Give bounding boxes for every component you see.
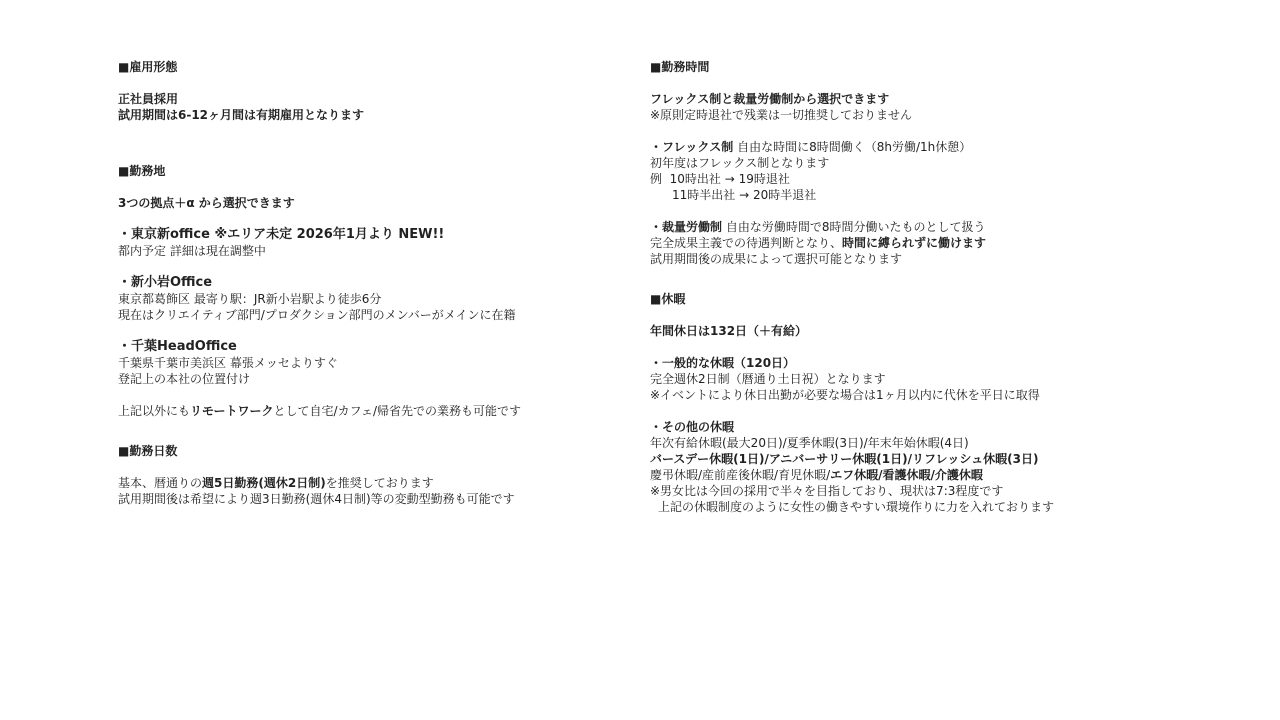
remote-line xyxy=(118,403,618,419)
holidays-annual xyxy=(650,323,1210,339)
tokyo-heading: ・東京新office ※エリア未定 2026年1月より NEW!! xyxy=(118,227,445,242)
remote-pre: 上記以外にも xyxy=(118,404,191,418)
hours-intro xyxy=(650,91,1210,123)
discretion-line-1-bold: 時間に縛られずに働けます xyxy=(842,236,987,250)
location-koiwa xyxy=(118,275,618,323)
holidays-annual-text: 年間休日は132日（＋有給） xyxy=(650,324,808,338)
hours-intro-bold: フレックス制と裁量労働制から選択できます xyxy=(650,92,890,106)
general-holiday-line-2: ※イベントにより休日出勤が必要な場合は1ヶ月以内に代休を平日に取得 xyxy=(650,388,1040,402)
hours-intro-note: ※原則定時退社で残業は一切推奨しておりません xyxy=(650,108,913,122)
flex-heading xyxy=(650,139,1210,155)
location-title: ■勤務地 xyxy=(118,164,166,178)
location-remote xyxy=(118,403,618,419)
discretion-heading xyxy=(650,219,1210,235)
chiba-detail-1: 千葉県千葉市美浜区 幕張メッセよりすぐ xyxy=(118,356,338,370)
discretion-heading-rest: 自由な労働時間で8時間分働いたものとして扱う xyxy=(722,220,986,234)
employment-section xyxy=(118,59,618,123)
general-holiday-block xyxy=(650,355,1210,403)
other-holiday-line-4: ※男女比は今回の採用で半々を目指しており、現状は7:3程度です xyxy=(650,484,1004,498)
koiwa-heading: ・新小岩Office xyxy=(118,275,213,290)
days-section xyxy=(118,443,618,507)
days-line-2: 試用期間後は希望により週3日勤務(週休4日制)等の変動型勤務も可能です xyxy=(118,492,515,506)
right-column xyxy=(650,59,1210,531)
remote-bold: リモートワーク xyxy=(190,404,274,418)
location-chiba xyxy=(118,339,618,387)
flex-block xyxy=(650,139,1210,203)
discretion-block xyxy=(650,219,1210,267)
employment-line-1: 正社員採用 xyxy=(118,92,179,106)
employment-title: ■雇用形態 xyxy=(118,60,178,74)
discretion-line-2: 試用期間後の成果によって選択可能となります xyxy=(650,252,903,266)
employment-body xyxy=(118,91,618,123)
holidays-section xyxy=(650,291,1210,515)
general-holiday-line-1: 完全週休2日制（暦通り土日祝）となります xyxy=(650,372,886,386)
location-tokyo xyxy=(118,227,618,259)
days-line-1-bold: 週5日勤務(週休2日制) xyxy=(202,476,326,490)
flex-line-1: 初年度はフレックス制となります xyxy=(650,156,830,170)
days-line-1-pre: 基本、暦通りの xyxy=(118,476,203,490)
hours-title: ■勤務時間 xyxy=(650,60,710,74)
holidays-title: ■休暇 xyxy=(650,292,686,306)
left-column xyxy=(118,59,618,523)
chiba-detail-2: 登記上の本社の位置付け xyxy=(118,372,251,386)
location-intro-text: 3つの拠点＋α から選択できます xyxy=(118,196,295,210)
flex-line-3: 11時半出社 → 20時半退社 xyxy=(672,188,817,202)
other-holiday-line-3 xyxy=(650,467,1210,483)
general-holiday-heading: ・一般的な休暇（120日） xyxy=(650,356,796,370)
employment-line-2: 試用期間は6-12ヶ月間は有期雇用となります xyxy=(118,108,365,122)
other-holiday-block xyxy=(650,419,1210,515)
koiwa-detail-2: 現在はクリエイティブ部門/プロダクション部門のメンバーがメインに在籍 xyxy=(118,308,516,322)
flex-heading-rest: 自由な時間に8時間働く（8h労働/1h休憩） xyxy=(733,140,972,154)
other-holiday-line-1: 年次有給休暇(最大20日)/夏季休暇(3日)/年末年始休暇(4日) xyxy=(650,436,969,450)
location-intro xyxy=(118,195,618,211)
discretion-line-1 xyxy=(650,235,1210,251)
other-holiday-line-5: 上記の休暇制度のように女性の働きやすい環境作りに力を入れております xyxy=(658,500,1055,514)
other-holiday-line-3-pre: 慶弔休暇/産前産後休暇/育児休暇/ xyxy=(650,468,831,482)
hours-section xyxy=(650,59,1210,267)
flex-heading-bold: ・フレックス制 xyxy=(650,140,734,154)
location-section xyxy=(118,163,618,419)
other-holiday-heading: ・その他の休暇 xyxy=(650,420,735,434)
days-line-1-post: を推奨しております xyxy=(325,476,434,490)
days-title: ■勤務日数 xyxy=(118,444,178,458)
discretion-line-1-pre: 完全成果主義での待遇判断となり、 xyxy=(650,236,843,250)
other-holiday-line-2: バースデー休暇(1日)/アニバーサリー休暇(1日)/リフレッシュ休暇(3日) xyxy=(650,452,1039,466)
remote-post: として自宅/カフェ/帰省先での業務も可能です xyxy=(273,404,522,418)
days-line-1 xyxy=(118,475,618,491)
days-body xyxy=(118,475,618,507)
flex-line-2: 例 10時出社 → 19時退社 xyxy=(650,172,790,186)
tokyo-detail: 都内予定 詳細は現在調整中 xyxy=(118,244,266,258)
chiba-heading: ・千葉HeadOffice xyxy=(118,339,237,354)
other-holiday-line-3-bold: エフ休暇/看護休暇/介護休暇 xyxy=(830,468,983,482)
discretion-heading-bold: ・裁量労働制 xyxy=(650,220,723,234)
koiwa-detail-1: 東京都葛飾区 最寄り駅：JR新小岩駅より徒歩6分 xyxy=(118,292,382,306)
